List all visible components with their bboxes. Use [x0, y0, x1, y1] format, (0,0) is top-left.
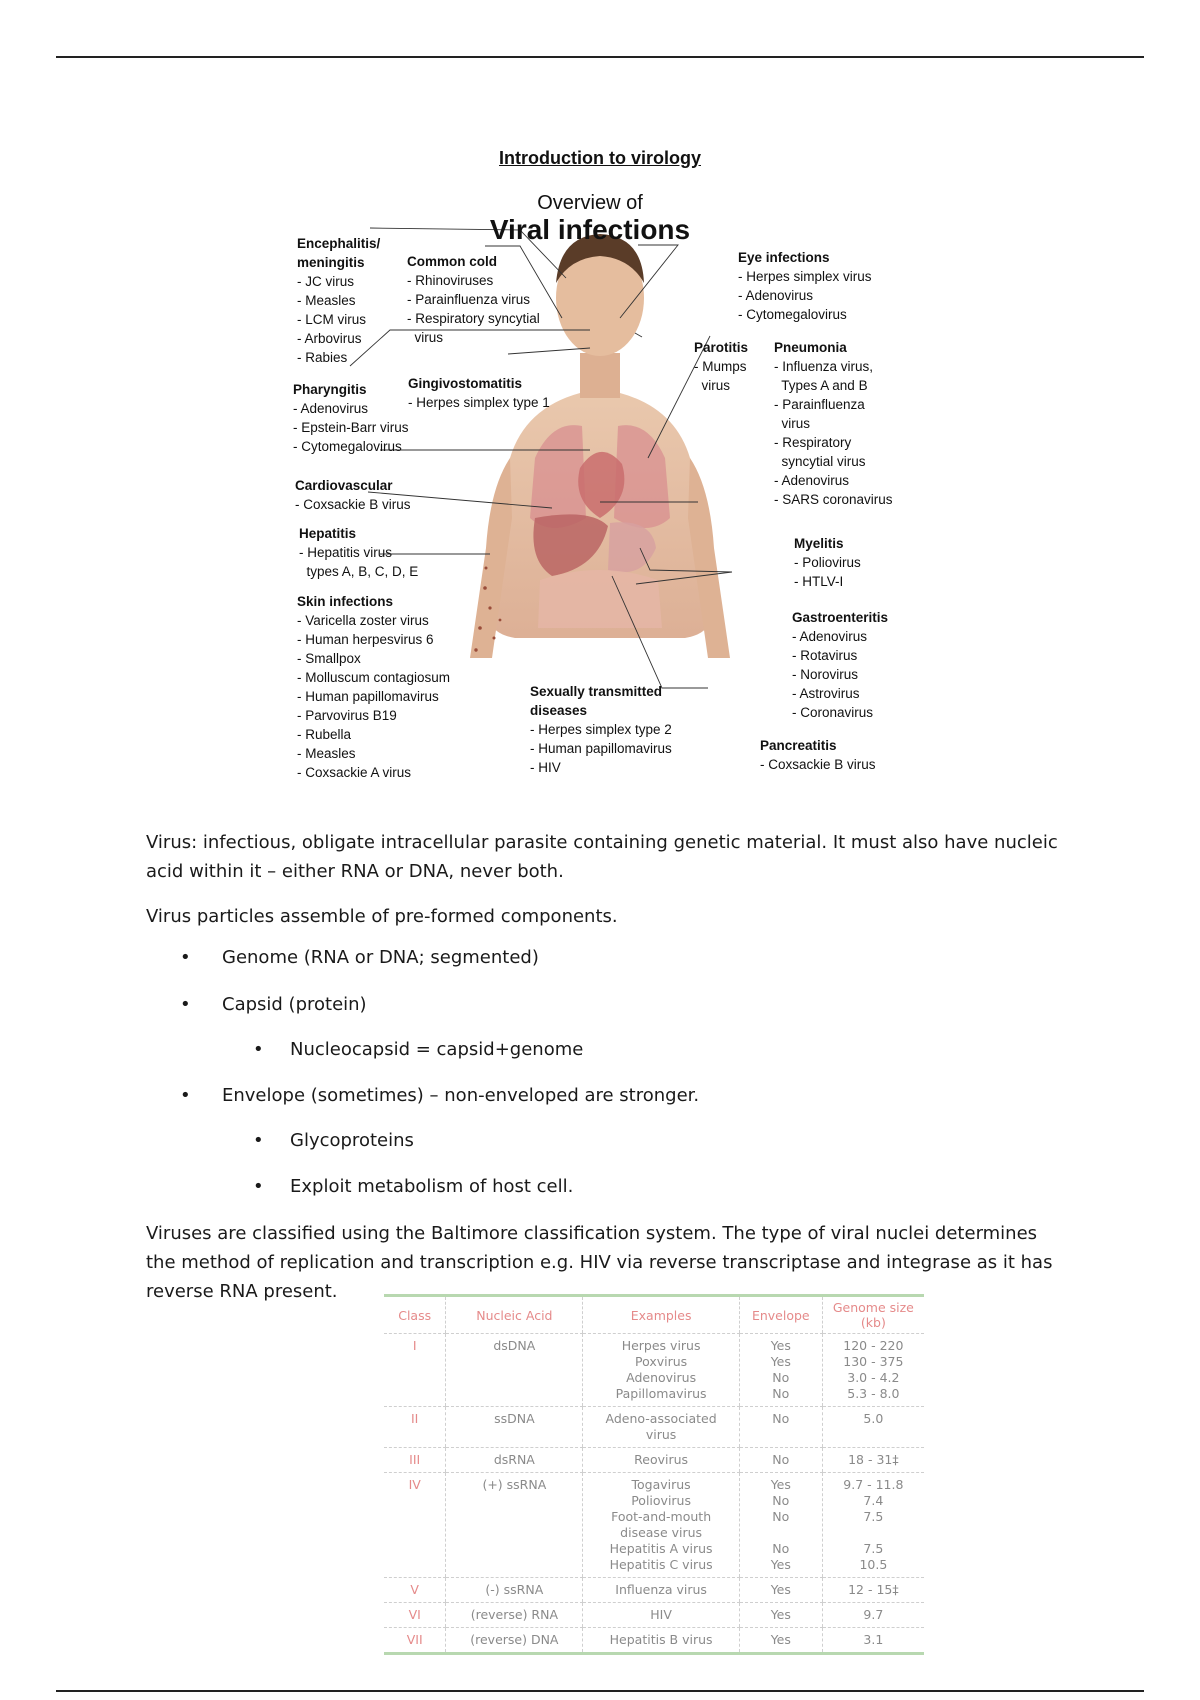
cell-examples-line: Hepatitis C virus [609, 1557, 713, 1572]
bullet-dot: • [253, 1130, 264, 1151]
bullet-text: Capsid (protein) [222, 994, 367, 1015]
cell-envelope [739, 1603, 822, 1628]
label-item: - JC virus [297, 274, 354, 289]
table-body [384, 1334, 924, 1654]
cell-nucleic-acid: (+) ssRNA [446, 1473, 583, 1578]
label-heading: Pharyngitis [293, 382, 367, 397]
cell-envelope [739, 1628, 822, 1654]
cell-genome-size-line: 120 - 220 [843, 1338, 904, 1353]
cell-examples-line: Herpes virus [621, 1338, 701, 1353]
cell-genome-size-line: 3.1 [863, 1632, 884, 1647]
table-row [384, 1473, 924, 1578]
label-item: - SARS coronavirus [774, 492, 893, 507]
cell-examples [583, 1407, 740, 1448]
bullet-dot: • [180, 1085, 191, 1106]
header-envelope: Envelope [739, 1296, 822, 1334]
cell-class: II [384, 1407, 446, 1448]
label-heading: Skin infections [297, 594, 394, 609]
cell-envelope-line: No [772, 1452, 790, 1467]
bullet-text: Envelope (sometimes) – non-enveloped are stronger. [222, 1085, 700, 1106]
cell-examples-line: Foot-and-mouth [611, 1509, 712, 1524]
table-row [384, 1578, 924, 1603]
cell-class: IV [384, 1473, 446, 1578]
label-item: - Measles [297, 746, 356, 761]
label-cardiovascular [295, 476, 411, 514]
header-genome-size [822, 1296, 924, 1334]
label-heading: meningitis [297, 255, 365, 270]
cell-genome-size [822, 1407, 924, 1448]
cell-examples [583, 1334, 740, 1407]
cell-examples [583, 1448, 740, 1473]
label-item: - Coxsackie B virus [295, 497, 411, 512]
label-item: - Poliovirus [794, 555, 861, 570]
label-item: - Human papillomavirus [297, 689, 439, 704]
label-gingivostomatitis [408, 374, 550, 412]
cell-genome-size-line: 3.0 - 4.2 [847, 1370, 900, 1385]
cell-examples [583, 1578, 740, 1603]
header-genome-unit: (kb) [860, 1315, 886, 1330]
cell-envelope-line: Yes [770, 1338, 791, 1353]
cell-genome-size [822, 1603, 924, 1628]
cell-examples-line: Hepatitis B virus [609, 1632, 713, 1647]
cell-genome-size-line [825, 1525, 922, 1541]
label-heading: Common cold [407, 254, 497, 269]
label-item: virus [694, 378, 731, 393]
cell-examples-line: Papillomavirus [615, 1386, 707, 1401]
virus-assembly-text: Virus particles assemble of pre-formed components. [146, 906, 618, 927]
label-item: - Adenovirus [792, 629, 868, 644]
label-item: - Respiratory syncytial [407, 311, 540, 326]
label-parotitis [694, 338, 748, 395]
cell-nucleic-acid: (reverse) DNA [446, 1628, 583, 1654]
label-item: syncytial virus [774, 454, 866, 469]
cell-envelope-line: No [772, 1386, 790, 1401]
label-common-cold [407, 252, 540, 347]
label-encephalitis [297, 234, 380, 367]
cell-genome-size-line: 9.7 [863, 1607, 884, 1622]
bullet-dot: • [180, 947, 191, 968]
cell-class: VI [384, 1603, 446, 1628]
label-item: - Herpes simplex virus [738, 269, 872, 284]
label-item: - Coxsackie A virus [297, 765, 412, 780]
label-skin-infections [297, 592, 450, 782]
label-item: - Varicella zoster virus [297, 613, 429, 628]
label-gastroenteritis [792, 608, 888, 722]
cell-genome-size-line: 18 - 31‡ [848, 1452, 899, 1467]
cell-envelope [739, 1334, 822, 1407]
cell-envelope-line: No [772, 1493, 790, 1508]
cell-envelope-line: No [772, 1509, 790, 1524]
label-item: - Norovirus [792, 667, 859, 682]
label-item: virus [407, 330, 444, 345]
cell-envelope [739, 1407, 822, 1448]
label-item: - Cytomegalovirus [738, 307, 847, 322]
cell-genome-size [822, 1334, 924, 1407]
figure-title: Viral infections [489, 214, 691, 245]
cell-envelope-line: No [772, 1370, 790, 1385]
label-item: - Herpes simplex type 1 [408, 395, 550, 410]
cell-nucleic-acid: ssDNA [446, 1407, 583, 1448]
cell-class: V [384, 1578, 446, 1603]
label-item: - Molluscum contagiosum [297, 670, 451, 685]
baltimore-table-container [384, 1294, 924, 1655]
bullet-dot: • [253, 1039, 264, 1060]
label-item: Types A and B [774, 378, 868, 393]
cell-genome-size [822, 1628, 924, 1654]
header-nucleic-acid: Nucleic Acid [446, 1296, 583, 1334]
cell-nucleic-acid: dsDNA [446, 1334, 583, 1407]
label-pancreatitis [760, 736, 876, 774]
cell-genome-size [822, 1578, 924, 1603]
cell-class: VII [384, 1628, 446, 1654]
label-item: - Parainfluenza [774, 397, 865, 412]
label-item: virus [774, 416, 811, 431]
cell-examples-line: Reovirus [634, 1452, 689, 1467]
cell-envelope [739, 1473, 822, 1578]
label-heading: Pneumonia [774, 340, 847, 355]
cell-envelope-line: Yes [770, 1582, 791, 1597]
label-item: - Human papillomavirus [530, 741, 672, 756]
cell-envelope [739, 1578, 822, 1603]
cell-envelope-line: No [772, 1411, 790, 1426]
bullet-text: Glycoproteins [290, 1130, 414, 1151]
label-heading: Cardiovascular [295, 478, 393, 493]
cell-nucleic-acid: (reverse) RNA [446, 1603, 583, 1628]
virus-definition: Virus: infectious, obligate intracellular parasite containing genetic material. It must also have nucleic acid within it – either RNA or DNA, never both. [146, 832, 1058, 882]
label-item: types A, B, C, D, E [299, 564, 419, 579]
cell-examples-line: Hepatitis A virus [609, 1541, 713, 1556]
document-title: Introduction to virology [499, 148, 701, 168]
label-item: - Coronavirus [792, 705, 874, 720]
cell-class: III [384, 1448, 446, 1473]
label-item: - Herpes simplex type 2 [530, 722, 672, 737]
cell-nucleic-acid: dsRNA [446, 1448, 583, 1473]
label-item: - Epstein-Barr virus [293, 420, 409, 435]
label-item: - Coxsackie B virus [760, 757, 876, 772]
label-heading: diseases [530, 703, 588, 718]
cell-envelope-line [742, 1525, 820, 1541]
label-item: - Measles [297, 293, 356, 308]
label-myelitis [794, 534, 861, 591]
label-heading: Gingivostomatitis [408, 376, 523, 391]
label-heading: Parotitis [694, 340, 749, 355]
cell-examples [583, 1603, 740, 1628]
cell-genome-size-line: 7.5 [863, 1509, 884, 1524]
cell-envelope-line: Yes [770, 1477, 791, 1492]
label-heading: Gastroenteritis [792, 610, 889, 625]
label-heading: Eye infections [738, 250, 830, 265]
baltimore-paragraph: Viruses are classified using the Baltimore classification system. The type of viral nuclei determines the method of replication and transcription e.g. HIV via reverse transcriptase and integrase as it has reverse RNA present. [146, 1223, 1053, 1302]
bullet-text: Genome (RNA or DNA; segmented) [222, 947, 539, 968]
label-item: - HTLV-I [794, 574, 844, 589]
label-item: - Rotavirus [792, 648, 858, 663]
figure-subtitle: Overview of [537, 192, 643, 214]
label-item: - Respiratory [774, 435, 852, 450]
cell-envelope [739, 1448, 822, 1473]
cell-examples-line: Poliovirus [631, 1493, 691, 1508]
cell-examples-line: Adeno-associated [605, 1411, 717, 1426]
label-eye-infections [738, 248, 872, 324]
cell-genome-size-line: 7.5 [863, 1541, 884, 1556]
label-item: - Cytomegalovirus [293, 439, 402, 454]
label-item: - Adenovirus [293, 401, 369, 416]
cell-genome-size [822, 1473, 924, 1578]
cell-genome-size-line: 10.5 [859, 1557, 888, 1572]
label-heading: Pancreatitis [760, 738, 837, 753]
header-class: Class [384, 1296, 446, 1334]
label-pharyngitis [293, 380, 409, 456]
cell-envelope-line: Yes [770, 1607, 791, 1622]
label-heading: Encephalitis/ [297, 236, 381, 251]
bullet-dot: • [253, 1176, 264, 1197]
label-item: - Rhinoviruses [407, 273, 494, 288]
label-item: - Rabies [297, 350, 348, 365]
label-item: - Rubella [297, 727, 352, 742]
label-item: - Astrovirus [792, 686, 860, 701]
label-item: - LCM virus [297, 312, 367, 327]
label-hepatitis [299, 524, 418, 581]
cell-genome-size [822, 1448, 924, 1473]
label-item: - Influenza virus, [774, 359, 874, 374]
label-item: - Adenovirus [738, 288, 814, 303]
cell-envelope-line: No [772, 1541, 790, 1556]
label-item: - Hepatitis virus [299, 545, 393, 560]
bullet-dot: • [180, 994, 191, 1015]
label-item: - Adenovirus [774, 473, 850, 488]
bullet-text: Nucleocapsid = capsid+genome [290, 1039, 584, 1060]
table-row [384, 1407, 924, 1448]
cell-genome-size-line: 5.0 [863, 1411, 884, 1426]
cell-examples-line: Poxvirus [635, 1354, 688, 1369]
table-row [384, 1628, 924, 1654]
cell-examples-line: Togavirus [631, 1477, 691, 1492]
label-item: - Parainfluenza virus [407, 292, 531, 307]
label-item: - Human herpesvirus 6 [297, 632, 434, 647]
cell-envelope-line: Yes [770, 1354, 791, 1369]
label-heading: Sexually transmitted [530, 684, 663, 699]
label-heading: Myelitis [794, 536, 844, 551]
cell-examples [583, 1628, 740, 1654]
baltimore-classification-table [384, 1294, 924, 1655]
cell-examples-line: virus [645, 1427, 677, 1442]
cell-examples-line: disease virus [620, 1525, 703, 1540]
label-item: - HIV [530, 760, 561, 775]
label-item: - Smallpox [297, 651, 361, 666]
cell-examples [583, 1473, 740, 1578]
footer-rule [56, 1690, 1144, 1692]
table-row [384, 1603, 924, 1628]
label-item: - Mumps [694, 359, 747, 374]
cell-examples-line: Influenza virus [615, 1582, 707, 1597]
cell-envelope-line: Yes [770, 1557, 791, 1572]
cell-examples-line: HIV [650, 1607, 672, 1622]
table-header-row [384, 1296, 924, 1334]
label-item: - Parvovirus B19 [297, 708, 397, 723]
cell-genome-size-line: 9.7 - 11.8 [843, 1477, 904, 1492]
cell-nucleic-acid: (-) ssRNA [446, 1578, 583, 1603]
viral-infections-figure [290, 188, 910, 788]
header-examples: Examples [583, 1296, 740, 1334]
table-row [384, 1448, 924, 1473]
cell-genome-size-line: 5.3 - 8.0 [847, 1386, 900, 1401]
cell-genome-size-line: 7.4 [863, 1493, 884, 1508]
label-item: - Arbovirus [297, 331, 362, 346]
table-row [384, 1334, 924, 1407]
bullet-text: Exploit metabolism of host cell. [290, 1176, 574, 1197]
cell-envelope-line: Yes [770, 1632, 791, 1647]
cell-genome-size-line: 130 - 375 [843, 1354, 904, 1369]
cell-examples-line: Adenovirus [626, 1370, 697, 1385]
header-genome-line: Genome size [832, 1300, 914, 1315]
cell-class: I [384, 1334, 446, 1407]
label-sexually-transmitted [530, 682, 672, 777]
label-heading: Hepatitis [299, 526, 357, 541]
label-pneumonia [774, 338, 893, 509]
cell-genome-size-line: 12 - 15‡ [848, 1582, 899, 1597]
header-rule [56, 56, 1144, 58]
